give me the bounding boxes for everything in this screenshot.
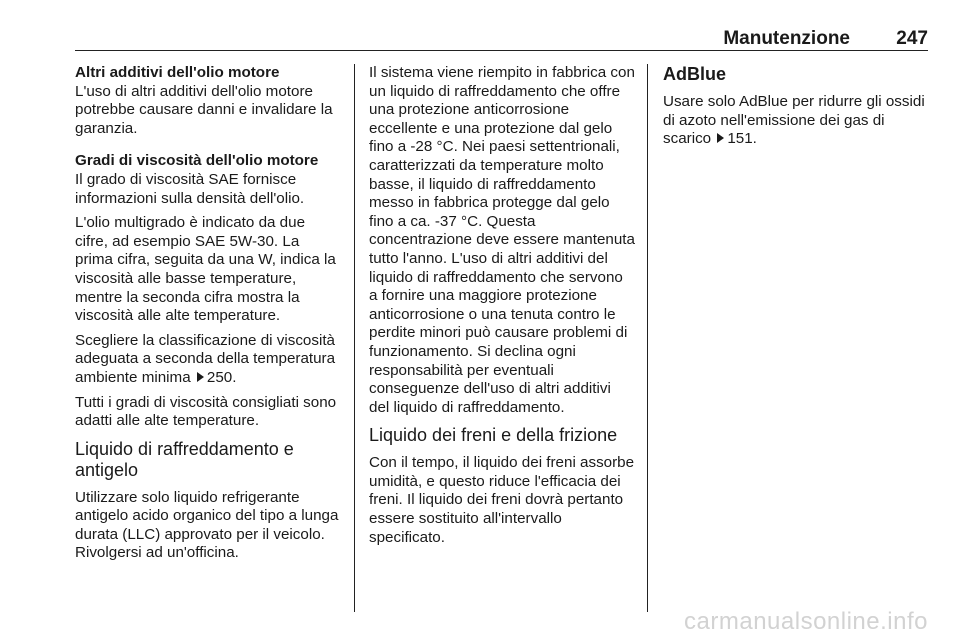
paragraph-text: Scegliere la classificazione di viscosità adeguata a seconda della temperatura ambiente minima xyxy=(75,331,336,386)
heading-adblue: AdBlue xyxy=(663,64,726,84)
page-number: 247 xyxy=(896,28,928,49)
paragraph: Con il tempo, il liquido dei freni assorbe umidità, e questo riduce l'efficacia dei freni. Il liquido dei freni dovrà pertanto essere sostituito all'intervallo specificato. xyxy=(369,454,635,546)
section-title: Manutenzione xyxy=(723,28,850,49)
subheading-gradi: Gradi di viscosità dell'olio motore xyxy=(75,152,319,170)
paragraph: Il grado di viscosità SAE fornisce informazioni sulla densità dell'olio. xyxy=(75,170,305,207)
column-left xyxy=(75,64,341,569)
heading-liquido-freni: Liquido dei freni e della frizione xyxy=(369,425,618,446)
subheading-additivi: Altri additivi dell'olio motore xyxy=(75,64,280,81)
page-reference-link[interactable]: 151. xyxy=(727,130,757,148)
page-reference-link[interactable]: 250. xyxy=(206,368,237,386)
column-divider xyxy=(647,64,648,612)
paragraph: Tutti i gradi di viscosità consigliati sono adatti alle alte temperature. xyxy=(75,393,337,430)
page-reference-icon xyxy=(717,133,724,143)
paragraph: Utilizzare solo liquido refrigerante antigelo acido organico del tipo a lunga durata (LLC) approvato per il veicolo. Rivolgersi ad un'officina. xyxy=(75,488,339,562)
page-reference-icon xyxy=(197,372,204,382)
page-header xyxy=(75,28,928,51)
paragraph: Il sistema viene riempito in fabbrica con un liquido di raffreddamento che offre una protezione anticorrosione eccellente e una protezione dal gelo fino a -28 °C. Nei paesi settentrionali, caratterizzati da temperature molto basse, il liquido di raffreddamento messo in fabbrica protegge dal gelo fino a ca. -37 °C. Questa concentrazione deve essere mantenuta tutto l'anno. L'uso di altri additivi del liquido di raffreddamento che servono a fornire una maggiore protezione anticorrosione o una tenuta contro le perdite minori può causare problemi di funzionamento. Si declina ogni responsabilità per eventuali conseguenze dell'uso di altri additivi del liquido di raffreddamento. xyxy=(369,64,635,416)
column-divider xyxy=(354,64,355,612)
column-middle xyxy=(369,64,635,553)
paragraph: L'uso di altri additivi dell'olio motore potrebbe causare danni e invalidare la garanzia. xyxy=(75,82,333,137)
paragraph xyxy=(663,93,929,149)
column-right xyxy=(663,64,929,155)
paragraph: L'olio multigrado è indicato da due cifre, ad esempio SAE 5W-30. La prima cifra, seguita da una W, indica la viscosità alle basse temperature, mentre la seconda cifra mostra la viscosità alle alte temperature. xyxy=(75,214,336,325)
paragraph-text: Usare solo AdBlue per ridurre gli ossidi di azoto nell'emissione dei gas di scarico xyxy=(663,93,925,148)
watermark: carmanualsonline.info xyxy=(684,608,928,635)
paragraph xyxy=(75,332,341,388)
heading-liquido-raffreddamento: Liquido di raffreddamento e antigelo xyxy=(75,438,294,480)
